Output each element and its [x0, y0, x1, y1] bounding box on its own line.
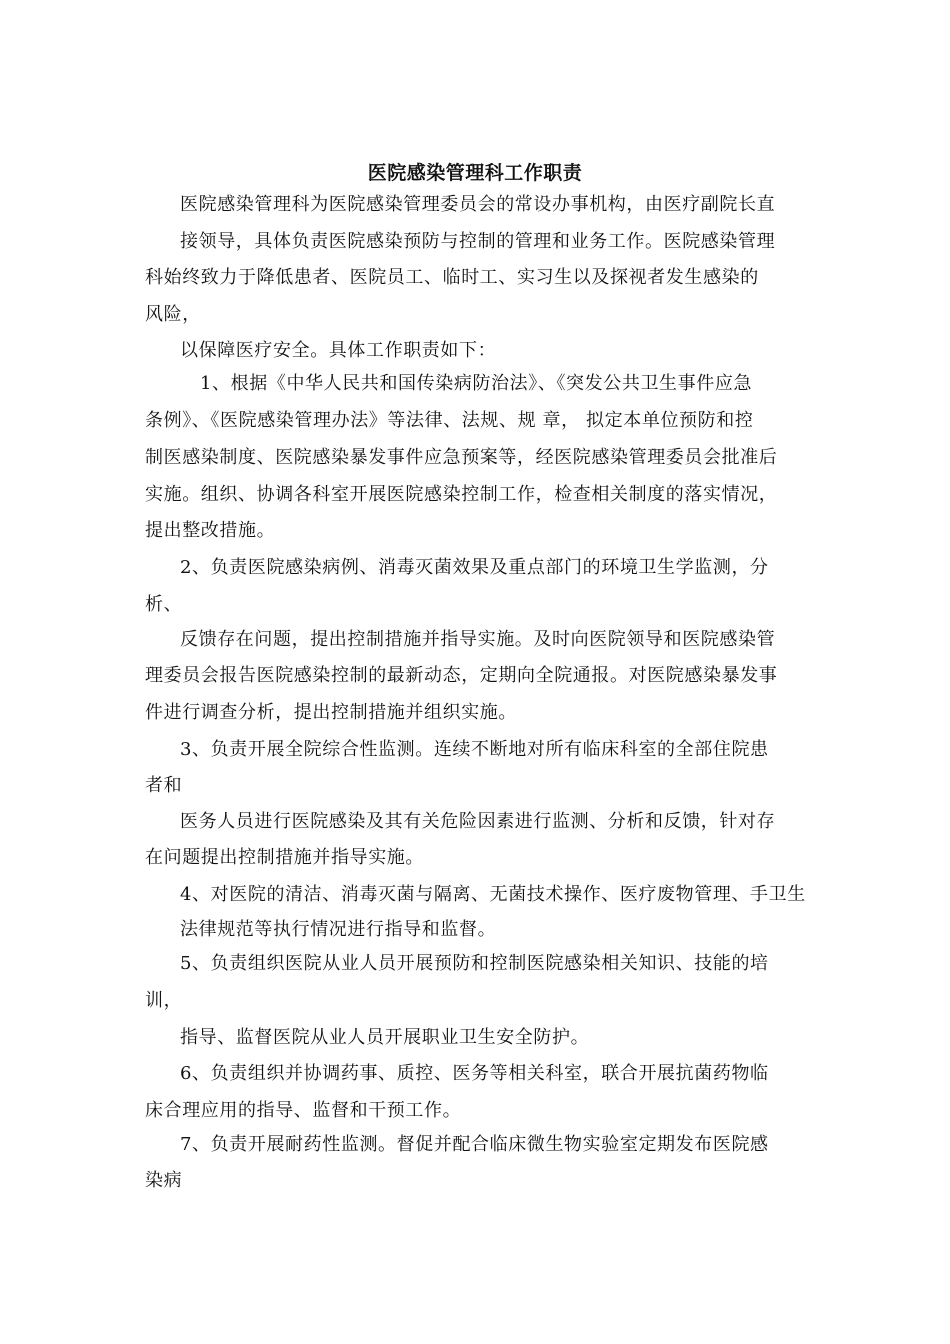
paragraph-line: 在问题提出控制措施并指导实施。	[145, 847, 424, 868]
paragraph-line: 染病	[145, 1170, 183, 1191]
paragraph-line: 实施。组织、协调各科室开展医院感染控制工作，检查相关制度的落实情况，	[145, 484, 778, 505]
paragraph-line: 者和	[145, 775, 183, 796]
paragraph-line: 提出整改措施。	[145, 520, 276, 541]
paragraph-line: 医务人员进行医院感染及其有关危险因素进行监测、分析和反馈，针对存	[180, 811, 776, 832]
paragraph-line: 指导、监督医院从业人员开展职业卫生安全防护。	[180, 1027, 590, 1048]
paragraph-line: 床合理应用的指导、监督和干预工作。	[145, 1100, 462, 1121]
paragraph-line: 5、负责组织医院从业人员开展预防和控制医院感染相关知识、技能的培	[180, 953, 769, 974]
document-title: 医院感染管理科工作职责	[367, 162, 583, 184]
paragraph-line: 析、	[145, 594, 183, 615]
paragraph-line: 3、负责开展全院综合性监测。连续不断地对所有临床科室的全部住院患	[180, 739, 769, 760]
paragraph-line: 件进行调查分析，提出控制措施并组织实施。	[145, 702, 517, 723]
paragraph-line: 制医感染制度、医院感染暴发事件应急预案等，经医院感染管理委员会批准后	[145, 447, 778, 468]
paragraph-line: 6、负责组织并协调药事、质控、医务等相关科室，联合开展抗菌药物临	[180, 1063, 769, 1084]
paragraph-line: 1、根据《中华人民共和国传染病防治法》、《突发公共卫生事件应急	[200, 373, 753, 394]
paragraph-line: 2、负责医院感染病例、消毒灭菌效果及重点部门的环境卫生学监测，分	[180, 557, 769, 578]
paragraph-line: 以保障医疗安全。具体工作职责如下：	[180, 340, 497, 361]
paragraph-line: 条例》、《医院感染管理办法》等法律、法规、规 章， 拟定本单位预防和控	[145, 410, 754, 431]
paragraph-line: 法律规范等执行情况进行指导和监督。	[180, 919, 497, 940]
paragraph-line: 理委员会报告医院感染控制的最新动态，定期向全院通报。对医院感染暴发事	[145, 665, 778, 686]
paragraph-line: 科始终致力于降低患者、医院员工、临时工、实习生以及探视者发生感染的	[145, 267, 759, 288]
paragraph-line: 训，	[145, 990, 183, 1011]
paragraph-line: 医院感染管理科为医院感染管理委员会的常设办事机构，由医疗副院长直	[180, 194, 776, 215]
paragraph-line: 7、负责开展耐药性监测。督促并配合临床微生物实验室定期发布医院感	[180, 1134, 769, 1155]
paragraph-line: 风险，	[145, 304, 201, 325]
paragraph-line: 4、对医院的清洁、消毒灭菌与隔离、无菌技术操作、医疗废物管理、手卫生	[180, 884, 806, 905]
paragraph-line: 反馈存在问题，提出控制措施并指导实施。及时向医院领导和医院感染管	[180, 629, 776, 650]
paragraph-line: 接领导，具体负责医院感染预防与控制的管理和业务工作。医院感染管理	[180, 231, 776, 252]
